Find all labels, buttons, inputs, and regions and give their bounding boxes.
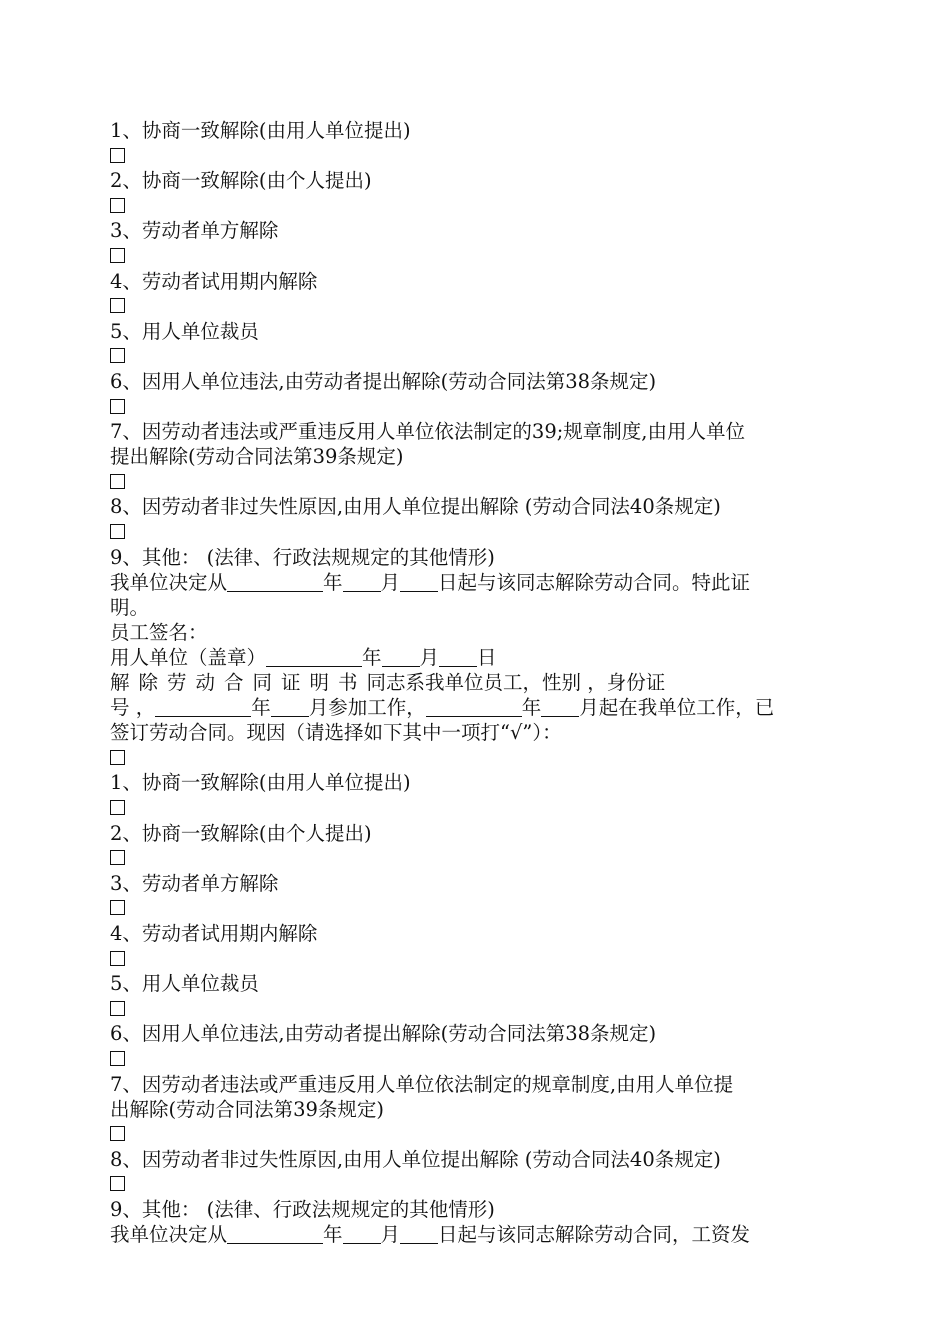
option-7: 7、因劳动者违法或严重违反用人单位依法制定的39;规章制度,由用人单位 <box>110 420 745 444</box>
s2-option-9: 9、其他： (法律、行政法规规定的其他情形) <box>110 1198 495 1222</box>
checkbox-6[interactable] <box>110 399 125 414</box>
unit-year-blank[interactable] <box>426 697 522 718</box>
checkbox-8[interactable] <box>110 524 125 539</box>
s2-year-blank[interactable] <box>227 1224 323 1245</box>
s2-option-4: 4、劳动者试用期内解除 <box>110 922 318 945</box>
checkbox-s2-7[interactable] <box>110 1126 125 1141</box>
checkbox-7[interactable] <box>110 474 125 489</box>
s2-option-5: 5、用人单位裁员 <box>110 972 259 996</box>
s2-month-blank[interactable] <box>343 1224 381 1245</box>
seal-year-blank[interactable] <box>266 646 362 667</box>
start-month-blank[interactable] <box>271 697 309 718</box>
s2-option-2: 2、协商一致解除(由个人提出) <box>110 821 372 845</box>
certificate-intro-line: 解除劳动合同证明书同志系我单位员工，性别 ，身份证 <box>110 671 666 695</box>
checkbox-4[interactable] <box>110 298 125 313</box>
year-blank[interactable] <box>227 571 323 592</box>
checkbox-s2-5[interactable] <box>110 1001 125 1016</box>
s2-option-6: 6、因用人单位违法,由劳动者提出解除(劳动合同法第38条规定) <box>110 1022 657 1046</box>
checkbox-s2-4[interactable] <box>110 951 125 966</box>
s2-option-3: 3、劳动者单方解除 <box>110 871 279 895</box>
s2-decision-line: 我单位决定从 年 月 日起与该同志解除劳动合同，工资发 <box>110 1223 751 1247</box>
intro-line-2: 号 ， 年 月参加工作， 年 月起在我单位工作，已 <box>110 696 775 720</box>
option-1: 1、协商一致解除(由用人单位提出) <box>110 119 411 142</box>
s2-option-7-cont: 出解除(劳动合同法第39条规定) <box>110 1097 385 1121</box>
document-body <box>110 118 842 1247</box>
s2-option-8: 8、因劳动者非过失性原因,由用人单位提出解除 (劳动合同法40条规定) <box>110 1147 721 1171</box>
option-2: 2、协商一致解除(由个人提出) <box>110 169 372 193</box>
certificate-title: 解除劳动合同证明书 <box>110 671 367 695</box>
start-year-blank[interactable] <box>155 697 251 718</box>
day-blank[interactable] <box>400 571 438 592</box>
s2-option-7: 7、因劳动者违法或严重违反用人单位依法制定的规章制度,由用人单位提 <box>110 1072 734 1096</box>
checkbox-3[interactable] <box>110 248 125 263</box>
decision-line-cont: 明。 <box>110 595 150 619</box>
decision-line: 我单位决定从 年 月 日起与该同志解除劳动合同。特此证 <box>110 570 751 594</box>
checkbox-s2-2[interactable] <box>110 850 125 865</box>
seal-month-blank[interactable] <box>382 646 420 667</box>
option-4: 4、劳动者试用期内解除 <box>110 269 318 293</box>
s2-option-1: 1、协商一致解除(由用人单位提出) <box>110 771 411 795</box>
option-8: 8、因劳动者非过失性原因,由用人单位提出解除 (劳动合同法40条规定) <box>110 495 721 519</box>
unit-seal-line: 用人单位（盖章） 年 月 日 <box>110 645 497 669</box>
unit-month-blank[interactable] <box>541 697 579 718</box>
option-3: 3、劳动者单方解除 <box>110 219 279 243</box>
option-7-cont: 提出解除(劳动合同法第39条规定) <box>110 445 404 469</box>
employee-signature: 员工签名： <box>110 620 208 644</box>
s2-day-blank[interactable] <box>400 1224 438 1245</box>
checkbox-1[interactable] <box>110 148 125 163</box>
option-9: 9、其他： (法律、行政法规规定的其他情形) <box>110 545 495 569</box>
option-6: 6、因用人单位违法,由劳动者提出解除(劳动合同法第38条规定) <box>110 369 657 393</box>
seal-day-blank[interactable] <box>439 646 477 667</box>
checkbox-s2-3[interactable] <box>110 900 125 915</box>
checkbox-s2-8[interactable] <box>110 1176 125 1191</box>
checkbox-s2-0[interactable] <box>110 750 125 765</box>
checkbox-2[interactable] <box>110 198 125 213</box>
intro-line-3: 签订劳动合同。现因（请选择如下其中一项打“√”）： <box>110 721 562 745</box>
checkbox-s2-6[interactable] <box>110 1051 125 1066</box>
checkbox-5[interactable] <box>110 348 125 363</box>
option-5: 5、用人单位裁员 <box>110 319 259 343</box>
month-blank[interactable] <box>343 571 381 592</box>
checkbox-s2-1[interactable] <box>110 800 125 815</box>
